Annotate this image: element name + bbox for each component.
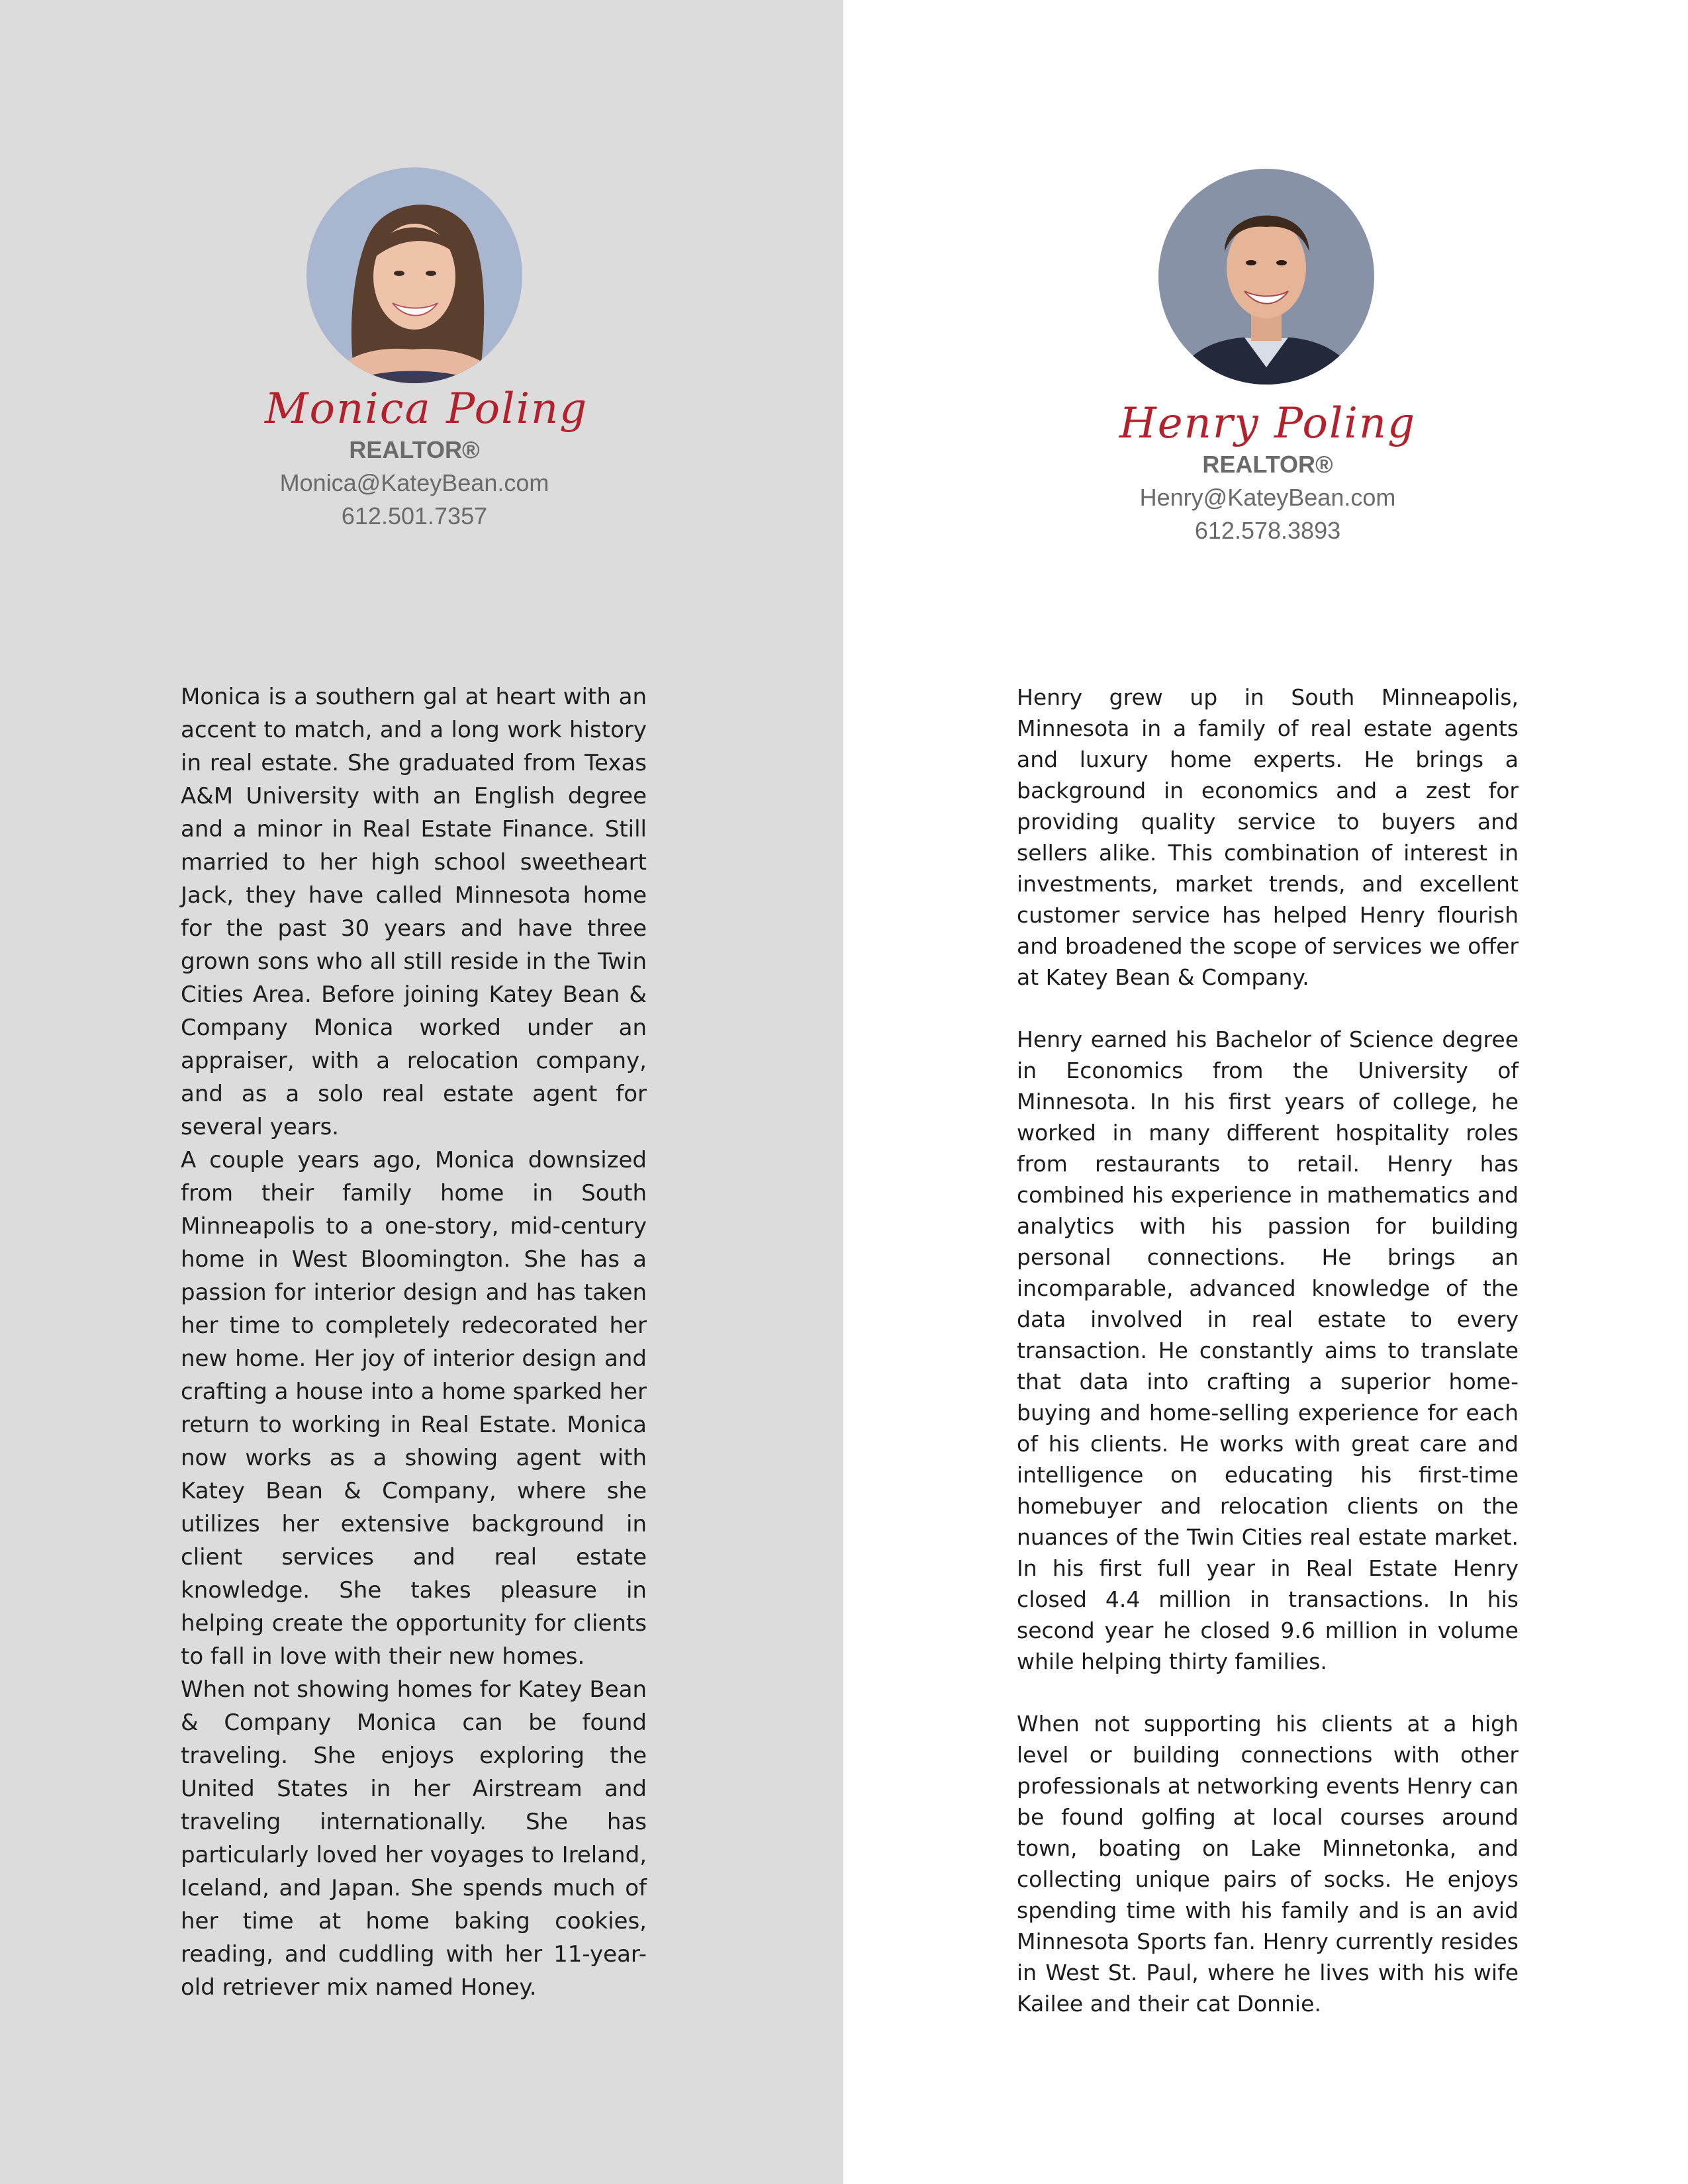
henry-title: REALTOR® [1202,451,1333,478]
monica-bio-paragraph: Monica is a southern gal at heart with an accent to match, and a long work history in real estate. She graduated from Texas A&M University with an English degree and a minor in Real Estate Finance. Still married to her high school sweetheart Jack, they have called Minnesota home for the past 30 years and have three grown sons who all still reside in the Twin Cities Area. Before joining Katey Bean & Company Monica worked under an appraiser, with a relocation company, and as a solo real estate agent for several years. [181,684,647,1140]
henry-contact-block [1102,448,1433,547]
monica-bio-paragraph: When not showing homes for Katey Bean & Company Monica can be found traveling. She enjoys exploring the United States in her Airstream and traveling internationally. She has particularly loved her voyages to Ireland, Iceland, and Japan. She spends much of her time at home baking cookies, reading, and cuddling with her 11-year-old retriever mix named Honey. [181,1676,647,2001]
monica-phone[interactable]: 612.501.7357 [341,502,488,529]
monica-headshot [306,167,522,383]
monica-bio [181,680,647,2004]
henry-bio-paragraph: Henry earned his Bachelor of Science degree in Economics from the University of Minnesota. In his first years of college, he worked in many different hospitality roles from restaurants to retail. Henry has combined his experience in mathematics and analytics with his passion for building personal connections. He brings an incomparable, advanced knowledge of the data involved in real estate to every transaction. He constantly aims to translate that data into crafting a superior home-buying and home-selling experience for each of his clients. He works with great care and intelligence on educating his first-time homebuyer and relocation clients on the nuances of the Twin Cities real estate market. In his first full year in Real Estate Henry closed 4.4 million in transactions. In his second year he closed 9.6 million in volume while helping thirty families. [1017,1026,1519,1674]
henry-bio-paragraph: When not supporting his clients at a high level or building connections with other professionals at networking events Henry can be found golfing at local courses around town, boating on Lake Minnetonka, and collecting unique pairs of socks. He enjoys spending time with his family and is an avid Minnesota Sports fan. Henry currently resides in West St. Paul, where he lives with his wife Kailee and their cat Donnie. [1017,1711,1519,2017]
henry-email[interactable]: Henry@KateyBean.com [1139,484,1396,511]
monica-title: REALTOR® [349,436,480,463]
monica-bio-paragraph: A couple years ago, Monica downsized from their family home in South Minneapolis to a one-story, mid-century home in West Bloomington. She has a passion for interior design and has taken her time to completely redecorated her new home. Her joy of interior design and crafting a house into a home sparked her return to working in Real Estate. Monica now works as a showing agent with Katey Bean & Company, where she utilizes her extensive background in client services and real estate knowledge. She takes pleasure in helping create the opportunity for clients to fall in love with their new homes. [181,1147,647,1670]
henry-bio [1017,682,1519,2019]
monica-email[interactable]: Monica@KateyBean.com [279,469,549,496]
monica-contact-block [252,433,577,533]
henry-bio-paragraph: Henry grew up in South Minneapolis, Minnesota in a family of real estate agents and luxury home experts. He brings a background in economics and a zest for providing quality service to buyers and sellers alike. This combination of interest in investments, market trends, and excellent customer service has helped Henry flourish and broadened the scope of services we offer at Katey Bean & Company. [1017,684,1519,990]
henry-phone[interactable]: 612.578.3893 [1194,517,1341,544]
henry-headshot [1158,169,1374,385]
monica-signature: Monica Poling [265,385,588,433]
henry-signature: Henry Poling [1119,399,1417,448]
